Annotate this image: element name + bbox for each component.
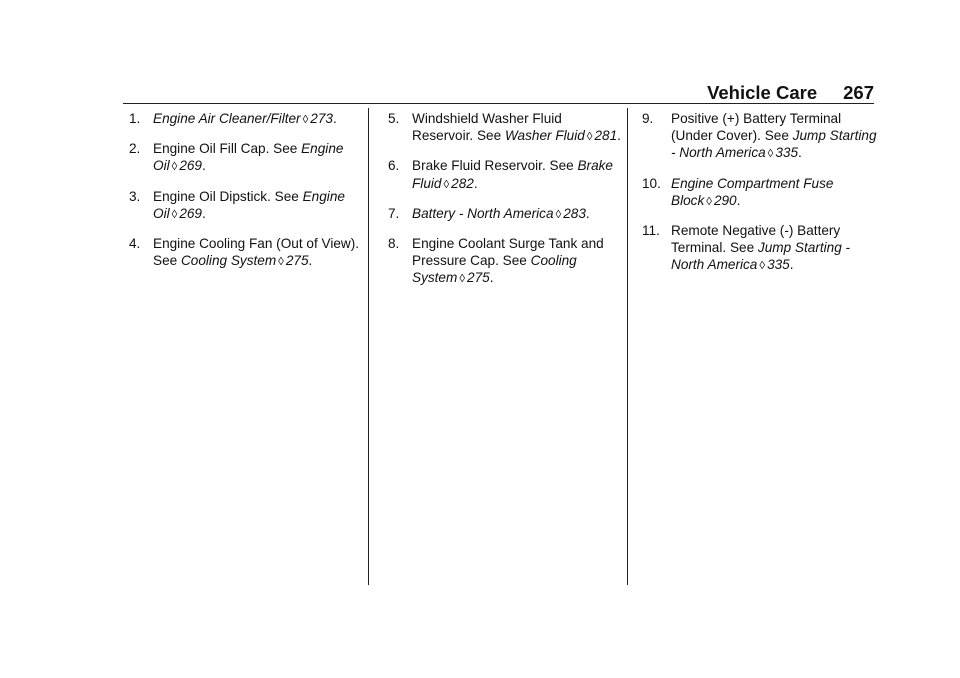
column-1 — [123, 110, 363, 282]
page-ref[interactable]: 282 — [451, 175, 474, 191]
item-text: Remote Negative (-) Battery Terminal. — [671, 223, 841, 256]
page-ref-icon: ◊ — [302, 114, 309, 126]
column-3 — [641, 110, 881, 287]
item-link[interactable]: Jump Starting - North America — [671, 128, 877, 161]
item-link[interactable]: Brake Fluid — [412, 158, 613, 191]
item-text: Brake Fluid Reservoir. — [412, 158, 546, 174]
item-link[interactable]: Battery - North America — [412, 205, 554, 221]
list-item: 5. Windshield Washer Fluid Reservoir. See Washer Fluid ◊ 281. — [388, 111, 621, 144]
item-link[interactable]: Jump Starting - North America — [671, 240, 851, 273]
page-ref-icon: ◊ — [459, 273, 466, 286]
list-item: 4. Engine Cooling Fan (Out of View). See Cooling System ◊ 275. — [129, 236, 360, 269]
item-number: 1. — [129, 111, 141, 126]
item-link[interactable]: Engine Oil — [153, 188, 345, 221]
item-text: Engine Cooling Fan (Out of View). — [153, 236, 360, 252]
item-number: 5. — [388, 111, 400, 126]
page-ref-icon: ◊ — [278, 256, 284, 269]
item-number: 8. — [388, 236, 400, 252]
item-number: 3. — [129, 188, 141, 204]
list-item: 9. Positive (+) Battery Terminal (Under Cover). See Jump Starting - North America ◊ 335. — [642, 111, 877, 161]
item-link[interactable]: Engine Oil — [153, 141, 344, 174]
header-rule — [123, 103, 874, 104]
item-text: Positive (+) Battery Terminal (Under Cover). — [671, 111, 842, 144]
column-divider — [368, 108, 369, 585]
item-link[interactable]: Engine Air Cleaner/Filter — [153, 111, 301, 126]
page-ref-icon: ◊ — [767, 148, 774, 161]
list-item: 11. Remote Negative (-) Battery Terminal. See Jump Starting - North America ◊ 335. — [642, 223, 851, 273]
see-label: See — [476, 128, 502, 144]
see-label: See — [549, 158, 574, 174]
item-text: Engine Oil Dipstick. — [153, 188, 271, 204]
column-2 — [382, 110, 622, 300]
page-ref[interactable]: 269 — [179, 158, 202, 174]
page-ref[interactable]: 335 — [775, 145, 799, 161]
list-item: 6. Brake Fluid Reservoir. See Brake Fluid ◊ 282. — [388, 158, 613, 191]
page-ref[interactable]: 335 — [767, 257, 790, 273]
item-text: Engine Coolant Surge Tank and Pressure Cap. — [412, 236, 604, 269]
page-header — [707, 82, 874, 104]
see-label: See — [273, 141, 298, 157]
see-label: See — [153, 253, 178, 269]
item-number: 11. — [642, 223, 660, 239]
item-link[interactable]: Washer Fluid — [504, 128, 585, 144]
list-item: 1. Engine Air Cleaner/Filter ◊ 273. — [129, 111, 337, 126]
page-ref[interactable]: 275 — [285, 253, 309, 269]
item-number: 2. — [129, 141, 141, 157]
item-link[interactable]: Cooling System — [412, 253, 577, 286]
page-ref[interactable]: 275 — [467, 270, 490, 286]
list-item: 10. Engine Compartment Fuse Block ◊ 290. — [642, 175, 834, 208]
item-text: Engine Oil Fill Cap. — [153, 141, 270, 157]
item-number: 6. — [388, 158, 400, 174]
item-link[interactable]: Cooling System — [180, 253, 277, 269]
page-ref-icon: ◊ — [586, 131, 593, 144]
page-ref-icon: ◊ — [443, 178, 450, 191]
item-text: Windshield Washer Fluid Reservoir. — [412, 111, 562, 144]
list-item: 7. Battery - North America ◊ 283. — [388, 205, 590, 221]
list-item: 8. Engine Coolant Surge Tank and Pressure Cap. See Cooling System ◊ 275. — [388, 236, 604, 286]
page-ref[interactable]: 283 — [563, 205, 586, 221]
page-ref-icon: ◊ — [759, 260, 766, 273]
page-ref[interactable]: 281 — [594, 128, 618, 144]
page-ref-icon: ◊ — [171, 208, 178, 221]
see-label: See — [274, 188, 299, 204]
item-number: 10. — [642, 175, 661, 191]
page-ref-icon: ◊ — [555, 208, 562, 221]
item-number: 4. — [129, 236, 141, 252]
page-ref[interactable]: 273 — [310, 111, 333, 126]
page-number: 267 — [843, 82, 874, 103]
column-divider — [627, 108, 628, 585]
page-ref[interactable]: 290 — [713, 192, 737, 208]
see-label: See — [729, 240, 755, 256]
see-label: See — [764, 128, 789, 144]
see-label: See — [502, 253, 527, 269]
page-ref-icon: ◊ — [171, 161, 178, 174]
item-link[interactable]: Engine Compartment Fuse Block — [671, 175, 834, 208]
page-ref-icon: ◊ — [706, 195, 712, 208]
list-item: 3. Engine Oil Dipstick. See Engine Oil ◊ 269. — [129, 188, 345, 221]
page-ref[interactable]: 269 — [179, 205, 202, 221]
item-number: 7. — [388, 205, 400, 221]
section-title: Vehicle Care — [707, 82, 818, 103]
item-number: 9. — [642, 111, 654, 126]
list-item: 2. Engine Oil Fill Cap. See Engine Oil ◊ 269. — [129, 141, 344, 174]
